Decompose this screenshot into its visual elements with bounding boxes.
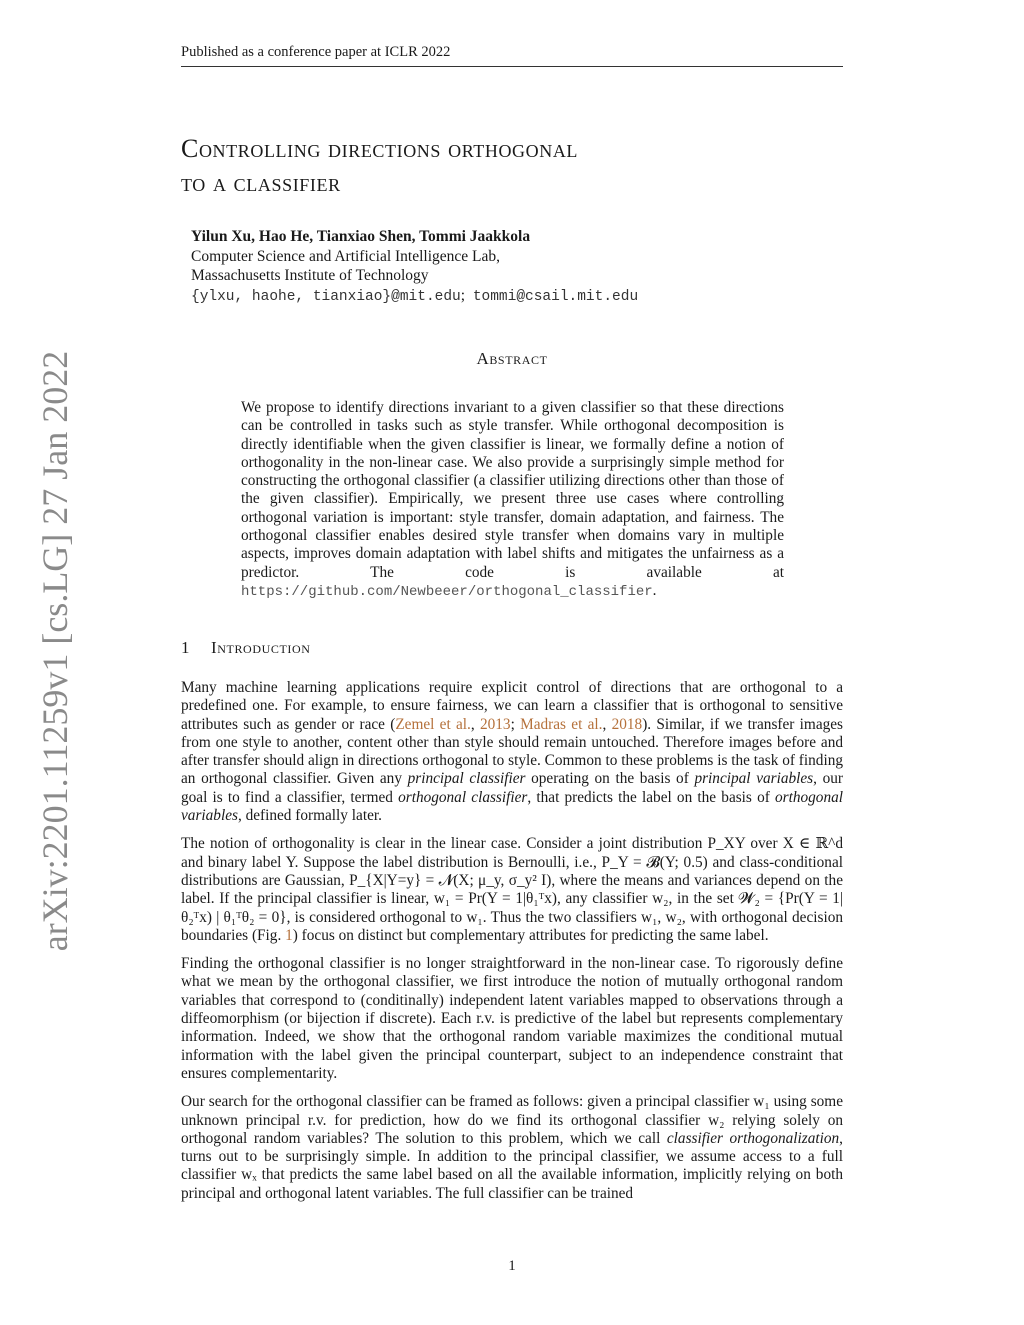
author-emails bbox=[191, 286, 638, 308]
abstract-body bbox=[241, 399, 784, 601]
paragraph-1 bbox=[181, 679, 843, 825]
introduction-body bbox=[181, 679, 843, 1213]
term-orthogonal-variables: orthogonal variables bbox=[181, 788, 844, 825]
p2-end: ) focus on distinct but complementary attributes for predicting the same label. bbox=[292, 926, 769, 944]
section-heading-introduction bbox=[181, 638, 311, 658]
email-separator: ; bbox=[460, 286, 466, 304]
p1-text-f: , defined formally later. bbox=[237, 807, 382, 825]
email-csail[interactable]: tommi@csail.mit.edu bbox=[472, 288, 639, 305]
p1-sep-3: , bbox=[602, 715, 612, 733]
term-orthogonal-classifier: orthogonal classifier bbox=[398, 788, 528, 806]
abstract-heading: Abstract bbox=[476, 349, 548, 368]
code-url-link[interactable]: https://github.com/Newbeeer/orthogonal_classifier bbox=[241, 583, 653, 600]
p4-text-a: Our search for the orthogonal classifier can be framed as follows: given a principal classifier w₁ using some unknown principal r.v. for prediction, how do we find its orthogonal classifier w₂ relying solely on orthogonal random variables? The solution to this problem, which we call bbox=[181, 1093, 843, 1147]
citation-zemel[interactable]: Zemel et al. bbox=[395, 715, 471, 733]
term-principal-variables: principal variables bbox=[694, 770, 814, 788]
abstract-text: We propose to identify directions invariant to a given classifier so that these directions can be controlled in tasks such as style transfer. While orthogonal decomposition is directly identifiable when the given classifier is linear, we formally define a notion of orthogonality in the non-linear case. We also provide a surprisingly simple method for constructing the orthogonal classifier (a classifier utilizing directions other than those of the given classifier). Empirically, we present three use cases where controlling orthogonal variation is important: style transfer, domain adaptation, and fairness. The orthogonal classifier enables desired style transfer when domains vary in multiple aspects, improves domain adaptation with label shifts and mitigates the unfairness as a predictor. The code is available at bbox=[241, 399, 784, 581]
p1-text-c: operating on the basis of bbox=[525, 770, 695, 788]
p4-text-b: , turns out to be surprisingly simple. In addition to the principal classifier, we assume access to a full classifier wₓ that predicts the same label based on all the available information, implicitly relying on both principal and orthogonal latent variables. The full classifier can be trained bbox=[181, 1129, 843, 1202]
p2-text: The notion of orthogonality is clear in the linear case. Consider a joint distribution P_XY over X ∈ ℝ^d and binary label Y. Suppose the label distribution is Bernoulli, i.e., P_Y = 𝓑(Y; 0.5) and class-conditional distributions are Gaussian, P_{X|Y=y} = 𝓝(X; μ_y, σ_y² I), where the means and variances depend on the label. If the principal classifier is linear, w₁ = Pr(Y = 1|θ₁ᵀx), any classifier w₂, in the set 𝓦₂ = {Pr(Y = 1|θ₂ᵀx) | θ₁ᵀθ₂ = 0}, is considered orthogonal to w₁. Thus the two classifiers w₁, w₂, with orthogonal decision boundaries (Fig. bbox=[181, 835, 843, 944]
citation-madras-year[interactable]: 2018 bbox=[611, 715, 643, 733]
title-line-1: Controlling directions orthogonal bbox=[181, 134, 579, 163]
p1-text-e: , that predicts the label on the basis of bbox=[527, 788, 776, 806]
p1-sep-2: ; bbox=[510, 715, 521, 733]
page-number: 1 bbox=[508, 1258, 516, 1274]
citation-zemel-year[interactable]: 2013 bbox=[479, 715, 511, 733]
author-names: Yilun Xu, Hao He, Tianxiao Shen, Tommi Jaakkola bbox=[191, 228, 531, 245]
paragraph-4 bbox=[181, 1093, 843, 1203]
title-line-2: to a classifier bbox=[181, 168, 341, 197]
p3-text: Finding the orthogonal classifier is no longer straightforward in the non-linear case. To rigorously define what we mean by the orthogonal classifier, we first introduce the notion of mutually orthogonal random variables that correspond to (conditinally) independent latent variables mapped to observations through a diffeomorphism (or bijection if discrete). Each r.v. is predictive of the label but represents complementary information. Indeed, we show that the orthogonal random variable maximizes the conditional mutual information with the label given the principal counterpart, subject to an independence constraint that ensures complementarity. bbox=[181, 955, 843, 1082]
paper-title bbox=[181, 132, 578, 200]
figure-1-reference[interactable]: 1 bbox=[285, 926, 293, 944]
email-group-mit[interactable]: {ylxu, haohe, tianxiao}@mit.edu bbox=[191, 288, 461, 305]
running-header: Published as a conference paper at ICLR 2022 bbox=[181, 44, 843, 67]
author-block bbox=[191, 227, 638, 307]
paragraph-3 bbox=[181, 955, 843, 1083]
term-principal-classifier: principal classifier bbox=[407, 770, 526, 788]
p1-text-d: , our goal is to find a classifier, termed bbox=[181, 770, 843, 806]
term-classifier-orthogonalization: classifier orthogonalization bbox=[666, 1129, 840, 1147]
abstract-end: . bbox=[652, 581, 657, 599]
affiliation-institute: Massachusetts Institute of Technology bbox=[191, 267, 429, 284]
paragraph-2 bbox=[181, 835, 843, 945]
p1-text-a: Many machine learning applications require explicit control of directions that are orthogonal to a predefined one. For example, to ensure fairness, we can learn a classifier that is orthogonal to sensitive attributes such as gender or race ( bbox=[181, 679, 843, 733]
p1-text-b: ). Similar, if we transfer images from one style to another, content other than style should remain untouched. Therefore images before and after transfer should align in directions orthogonal to style. Common to these problems is the task of finding an orthogonal classifier. Given any bbox=[181, 715, 843, 788]
section-title: Introduction bbox=[211, 638, 311, 657]
citation-madras[interactable]: Madras et al. bbox=[520, 715, 603, 733]
p1-sep-1: , bbox=[470, 715, 480, 733]
arxiv-sidebar-stamp: arXiv:2201.11259v1 [cs.LG] 27 Jan 2022 bbox=[35, 350, 75, 952]
affiliation-lab: Computer Science and Artificial Intelligence Lab, bbox=[191, 247, 501, 265]
section-number: 1 bbox=[181, 638, 191, 657]
